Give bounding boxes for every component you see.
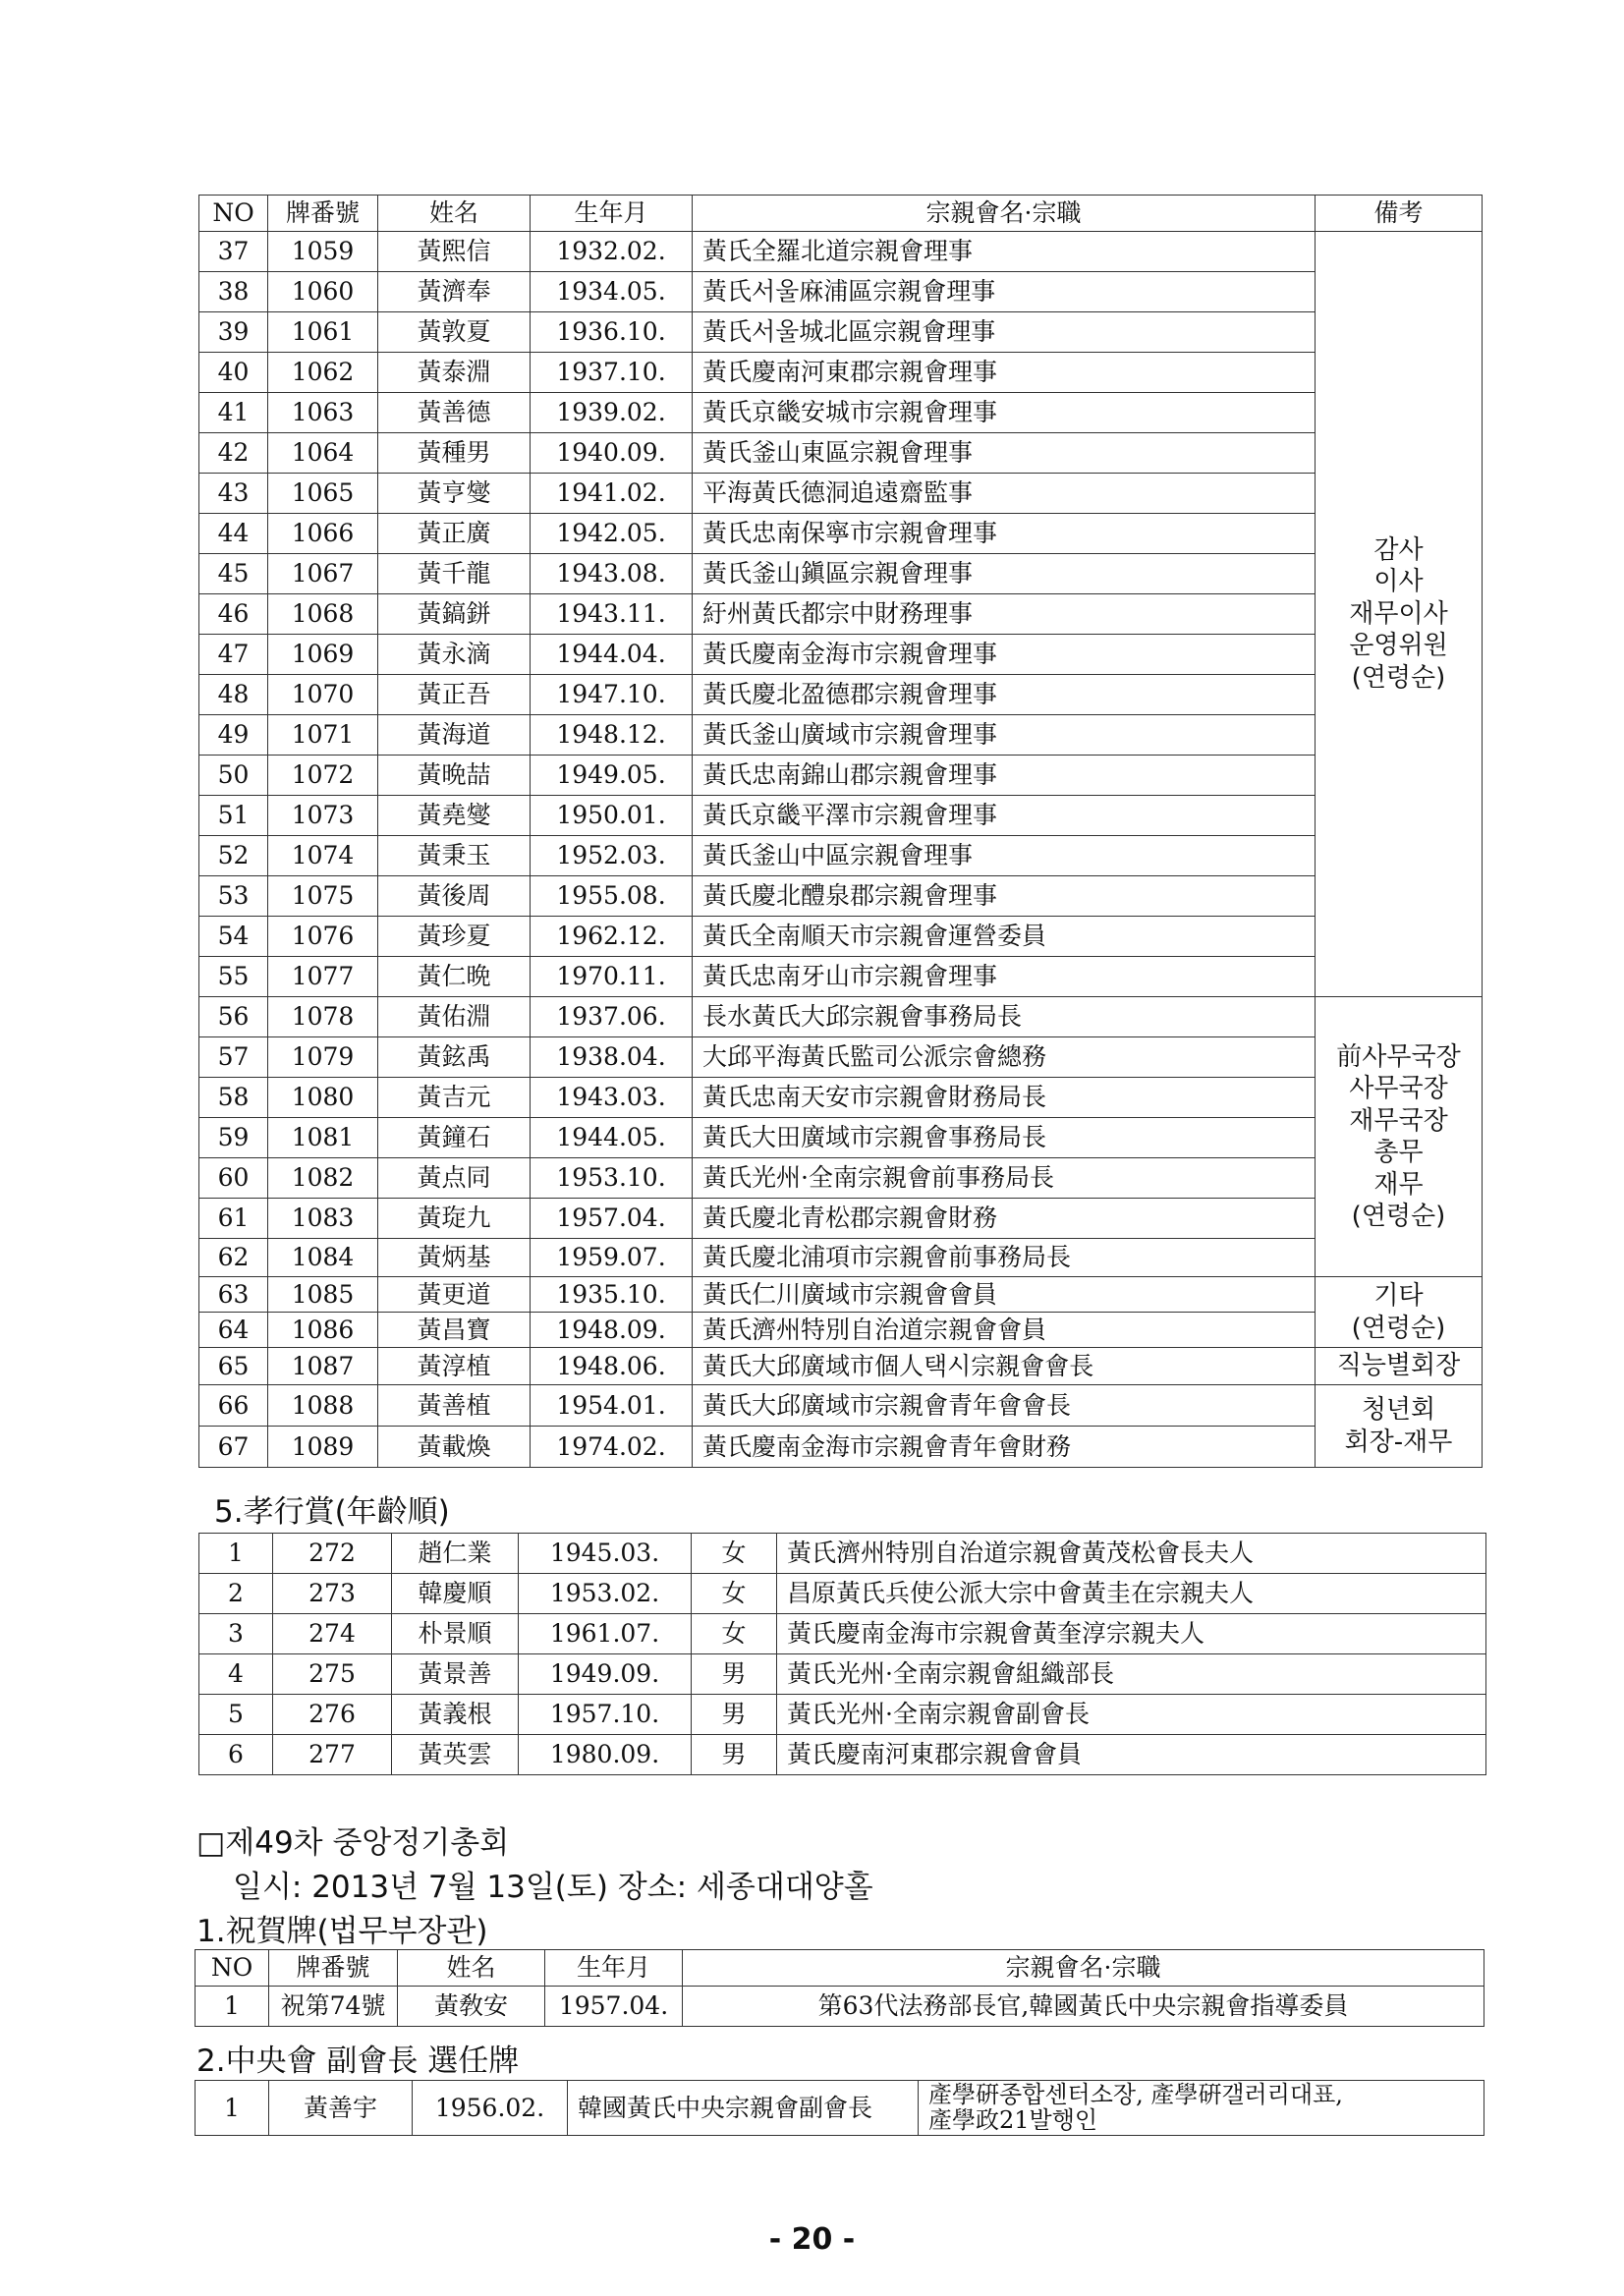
cell-plaque-number: 1059 — [268, 232, 378, 272]
cell-clan-role: 黃氏忠南牙山市宗親會理事 — [693, 957, 1316, 997]
cell-plaque-number: 1066 — [268, 514, 378, 554]
cell-plaque-number: 1074 — [268, 836, 378, 876]
cell-gender: 女 — [692, 1614, 777, 1654]
cell-name: 黃正廣 — [378, 514, 531, 554]
cell-birth: 1955.08. — [531, 876, 693, 917]
cell-plaque-number: 1072 — [268, 756, 378, 796]
cell-name: 黃載煥 — [378, 1427, 531, 1468]
cell-birth: 1943.11. — [531, 594, 693, 635]
cell-no: 51 — [199, 796, 268, 836]
cell-birth: 1957.04. — [545, 1987, 683, 2027]
cell-birth: 1932.02. — [531, 232, 693, 272]
header-plaque-number: 牌番號 — [269, 1950, 398, 1987]
table-header-row — [199, 196, 1483, 232]
cell-no: 41 — [199, 393, 268, 433]
cell-name: 黃仁晩 — [378, 957, 531, 997]
cell-no: 47 — [199, 635, 268, 675]
cell-gender: 女 — [692, 1534, 777, 1574]
cell-birth: 1936.10. — [531, 312, 693, 353]
cell-name: 黃種男 — [378, 433, 531, 474]
cell-birth: 1949.05. — [531, 756, 693, 796]
cell-gender: 男 — [692, 1654, 777, 1695]
cell-no: 57 — [199, 1037, 268, 1078]
cell-birth: 1957.04. — [531, 1199, 693, 1239]
cell-no: 45 — [199, 554, 268, 594]
table-row — [196, 2081, 1484, 2136]
cell-clan-role: 黃氏서울麻浦區宗親會理事 — [693, 272, 1316, 312]
cell-birth: 1950.01. — [531, 796, 693, 836]
section-title-filial-award: 5.孝行賞(年齡順) — [214, 1494, 450, 1530]
table-row — [199, 1614, 1486, 1654]
cell-clan-role: 黃氏大田廣域市宗親會事務局長 — [693, 1118, 1316, 1158]
cell-clan-role: 黃氏慶北醴泉郡宗親會理事 — [693, 876, 1316, 917]
cell-clan-role: 黃氏釜山東區宗親會理事 — [693, 433, 1316, 474]
cell-birth: 1937.10. — [531, 353, 693, 393]
cell-name: 黃更道 — [378, 1277, 531, 1313]
header-clan-role: 宗親會名·宗職 — [693, 196, 1316, 232]
cell-plaque-number: 1078 — [268, 997, 378, 1037]
cell-name: 黃海道 — [378, 715, 531, 756]
cell-birth: 1935.10. — [531, 1277, 693, 1313]
cell-clan-role: 黃氏京畿平澤市宗親會理事 — [693, 796, 1316, 836]
cell-no: 38 — [199, 272, 268, 312]
cell-plaque-number: 277 — [273, 1735, 392, 1775]
cell-birth: 1952.03. — [531, 836, 693, 876]
cell-birth: 1959.07. — [531, 1239, 693, 1277]
cell-no: 37 — [199, 232, 268, 272]
cell-name: 黃鎬鉼 — [378, 594, 531, 635]
cell-remarks: 감사 이사 재무이사 운영위원 (연령순) — [1316, 232, 1483, 997]
table-row — [199, 1037, 1483, 1078]
cell-name: 黃敎安 — [398, 1987, 545, 2027]
cell-clan-role: 平海黃氏德洞追遠齋監事 — [693, 474, 1316, 514]
cell-clan-role: 黃氏仁川廣域市宗親會會員 — [693, 1277, 1316, 1313]
cell-clan-role: 黃氏大邱廣域市宗親會青年會會長 — [693, 1385, 1316, 1427]
cell-birth: 1957.10. — [519, 1695, 692, 1735]
cell-name: 黃善植 — [378, 1385, 531, 1427]
cell-clan-role: 黃氏光州·全南宗親會前事務局長 — [693, 1158, 1316, 1199]
cell-no: 48 — [199, 675, 268, 715]
cell-birth: 1941.02. — [531, 474, 693, 514]
cell-name: 黃濟奉 — [378, 272, 531, 312]
cell-no: 58 — [199, 1078, 268, 1118]
table-row — [199, 1158, 1483, 1199]
cell-name: 黃英雲 — [392, 1735, 519, 1775]
cell-birth: 1970.11. — [531, 957, 693, 997]
table-row — [199, 1239, 1483, 1277]
cell-plaque-number: 1082 — [268, 1158, 378, 1199]
cell-clan-role: 黃氏慶南河東郡宗親會會員 — [777, 1735, 1486, 1775]
cell-name: 黃珍夏 — [378, 917, 531, 957]
cell-plaque-number: 1080 — [268, 1078, 378, 1118]
table-row — [199, 514, 1483, 554]
header-birth: 生年月 — [531, 196, 693, 232]
table-row — [199, 675, 1483, 715]
cell-no: 50 — [199, 756, 268, 796]
cell-no: 2 — [199, 1574, 273, 1614]
cell-no: 53 — [199, 876, 268, 917]
cell-clan-role: 黃氏慶北盈德郡宗親會理事 — [693, 675, 1316, 715]
cell-plaque-number: 1064 — [268, 433, 378, 474]
cell-birth: 1947.10. — [531, 675, 693, 715]
cell-clan-role: 黃氏忠南天安市宗親會財務局長 — [693, 1078, 1316, 1118]
cell-birth: 1943.03. — [531, 1078, 693, 1118]
table-row — [199, 1654, 1486, 1695]
table-row — [199, 836, 1483, 876]
header-no: NO — [199, 196, 268, 232]
table-row — [199, 1078, 1483, 1118]
table-row — [196, 1987, 1484, 2027]
cell-clan-role: 黃氏慶北青松郡宗親會財務 — [693, 1199, 1316, 1239]
cell-clan-role: 黃氏大邱廣域市個人택시宗親會會長 — [693, 1348, 1316, 1385]
cell-remarks: 前사무국장 사무국장 재무국장 총무 재무 (연령순) — [1316, 997, 1483, 1277]
cell-clan-role: 黃氏忠南錦山郡宗親會理事 — [693, 756, 1316, 796]
cell-no: 54 — [199, 917, 268, 957]
cell-no: 62 — [199, 1239, 268, 1277]
cell-birth: 1945.03. — [519, 1534, 692, 1574]
cell-no: 6 — [199, 1735, 273, 1775]
header-name: 姓名 — [378, 196, 531, 232]
cell-no: 40 — [199, 353, 268, 393]
cell-no: 64 — [199, 1313, 268, 1348]
congratulation-table — [195, 1949, 1484, 2027]
cell-no: 66 — [199, 1385, 268, 1427]
cell-no: 56 — [199, 997, 268, 1037]
cell-plaque-number: 1086 — [268, 1313, 378, 1348]
cell-name: 黃善宇 — [269, 2081, 413, 2136]
table-row — [199, 997, 1483, 1037]
cell-birth: 1944.05. — [531, 1118, 693, 1158]
cell-clan-role: 黃氏慶南金海市宗親會黃奎淳宗親夫人 — [777, 1614, 1486, 1654]
cell-clan-role: 黃氏京畿安城市宗親會理事 — [693, 393, 1316, 433]
cell-plaque-number: 1084 — [268, 1239, 378, 1277]
cell-name: 黃千龍 — [378, 554, 531, 594]
cell-name: 黃永滴 — [378, 635, 531, 675]
cell-birth: 1953.10. — [531, 1158, 693, 1199]
table-row — [199, 312, 1483, 353]
cell-clan-role: 黃氏釜山鎭區宗親會理事 — [693, 554, 1316, 594]
table-row — [199, 232, 1483, 272]
table-row — [199, 1118, 1483, 1158]
cell-clan-role: 長水黃氏大邱宗親會事務局長 — [693, 997, 1316, 1037]
cell-name: 黃義根 — [392, 1695, 519, 1735]
cell-plaque-number: 1088 — [268, 1385, 378, 1427]
table-row — [199, 1313, 1483, 1348]
cell-no: 52 — [199, 836, 268, 876]
cell-plaque-number: 1063 — [268, 393, 378, 433]
cell-name: 黃佑淵 — [378, 997, 531, 1037]
cell-name: 黃敦夏 — [378, 312, 531, 353]
table-row — [199, 1199, 1483, 1239]
cell-name: 黃景善 — [392, 1654, 519, 1695]
cell-birth: 1974.02. — [531, 1427, 693, 1468]
cell-note — [919, 2081, 1484, 2136]
cell-no: 3 — [199, 1614, 273, 1654]
cell-clan-role: 黃氏慶北浦項市宗親會前事務局長 — [693, 1239, 1316, 1277]
header-clan-role: 宗親會名·宗職 — [683, 1950, 1484, 1987]
cell-plaque-number: 1061 — [268, 312, 378, 353]
cell-birth: 1948.12. — [531, 715, 693, 756]
cell-clan-role: 黃氏忠南保寧市宗親會理事 — [693, 514, 1316, 554]
cell-no: 67 — [199, 1427, 268, 1468]
cell-birth: 1954.01. — [531, 1385, 693, 1427]
cell-birth: 1948.09. — [531, 1313, 693, 1348]
cell-plaque-number: 276 — [273, 1695, 392, 1735]
cell-birth: 1944.04. — [531, 635, 693, 675]
cell-birth: 1948.06. — [531, 1348, 693, 1385]
cell-plaque-number: 1077 — [268, 957, 378, 997]
cell-name: 黃淳植 — [378, 1348, 531, 1385]
table-row — [199, 876, 1483, 917]
cell-birth: 1943.08. — [531, 554, 693, 594]
cell-name: 黃善德 — [378, 393, 531, 433]
cell-no: 43 — [199, 474, 268, 514]
table-row — [199, 1574, 1486, 1614]
cell-no: 46 — [199, 594, 268, 635]
cell-clan-role: 昌原黃氏兵使公派大宗中會黃圭在宗親夫人 — [777, 1574, 1486, 1614]
cell-no: 59 — [199, 1118, 268, 1158]
header-plaque-number: 牌番號 — [268, 196, 378, 232]
cell-no: 63 — [199, 1277, 268, 1313]
cell-name: 黃堯燮 — [378, 796, 531, 836]
cell-plaque-number: 祝第74號 — [269, 1987, 398, 2027]
cell-birth: 1938.04. — [531, 1037, 693, 1078]
cell-birth: 1961.07. — [519, 1614, 692, 1654]
header-name: 姓名 — [398, 1950, 545, 1987]
cell-birth: 1937.06. — [531, 997, 693, 1037]
cell-plaque-number: 272 — [273, 1534, 392, 1574]
cell-plaque-number: 1071 — [268, 715, 378, 756]
cell-clan-role: 黃氏全羅北道宗親會理事 — [693, 232, 1316, 272]
cell-no: 42 — [199, 433, 268, 474]
cell-no: 1 — [199, 1534, 273, 1574]
cell-no: 5 — [199, 1695, 273, 1735]
cell-plaque-number: 1087 — [268, 1348, 378, 1385]
table-row — [199, 1385, 1483, 1427]
cell-birth: 1934.05. — [531, 272, 693, 312]
cell-name: 黃後周 — [378, 876, 531, 917]
cell-no: 65 — [199, 1348, 268, 1385]
cell-name: 黃正吾 — [378, 675, 531, 715]
header-remarks: 備考 — [1316, 196, 1483, 232]
cell-clan-role: 黃氏光州·全南宗親會組織部長 — [777, 1654, 1486, 1695]
cell-name: 黃亨燮 — [378, 474, 531, 514]
cell-clan-role: 黃氏慶南金海市宗親會理事 — [693, 635, 1316, 675]
cell-name: 黃炳基 — [378, 1239, 531, 1277]
table-row — [199, 474, 1483, 514]
cell-no: 1 — [196, 1987, 269, 2027]
section-title-congratulation-plaque: 1.祝賀牌(법무부장관) — [196, 1914, 488, 1949]
cell-plaque-number: 1070 — [268, 675, 378, 715]
table-row — [199, 353, 1483, 393]
cell-gender: 女 — [692, 1574, 777, 1614]
table-row — [199, 433, 1483, 474]
cell-name: 黃晩喆 — [378, 756, 531, 796]
cell-plaque-number: 275 — [273, 1654, 392, 1695]
cell-plaque-number: 1060 — [268, 272, 378, 312]
table-row — [199, 756, 1483, 796]
note-line-2: 產學政21발행인 — [928, 2105, 1098, 2134]
cell-plaque-number: 1089 — [268, 1427, 378, 1468]
cell-plaque-number: 1081 — [268, 1118, 378, 1158]
cell-clan-role: 第63代法務部長官,韓國黃氏中央宗親會指導委員 — [683, 1987, 1484, 2027]
table-row — [199, 796, 1483, 836]
filial-award-table — [198, 1533, 1486, 1775]
table-row — [199, 1348, 1483, 1385]
cell-no: 39 — [199, 312, 268, 353]
meeting-info: 일시: 2013년 7월 13일(토) 장소: 세종대대양홀 — [233, 1870, 873, 1905]
cell-plaque-number: 1085 — [268, 1277, 378, 1313]
cell-name: 黃鉉禹 — [378, 1037, 531, 1078]
cell-clan-role: 黃氏慶南金海市宗親會青年會財務 — [693, 1427, 1316, 1468]
cell-name: 趙仁業 — [392, 1534, 519, 1574]
cell-clan-role: 韓國黃氏中央宗親會副會長 — [568, 2081, 919, 2136]
cell-plaque-number: 1075 — [268, 876, 378, 917]
cell-remarks: 직능별회장 — [1316, 1348, 1483, 1385]
table-row — [199, 272, 1483, 312]
cell-plaque-number: 1079 — [268, 1037, 378, 1078]
header-no: NO — [196, 1950, 269, 1987]
cell-name: 黃泰淵 — [378, 353, 531, 393]
cell-birth: 1980.09. — [519, 1735, 692, 1775]
member-table — [198, 195, 1483, 1468]
cell-clan-role: 黃氏서울城北區宗親會理事 — [693, 312, 1316, 353]
page-number: - 20 - — [768, 2222, 856, 2257]
table-row — [199, 715, 1483, 756]
cell-plaque-number: 1076 — [268, 917, 378, 957]
cell-no: 60 — [199, 1158, 268, 1199]
cell-clan-role: 黃氏光州·全南宗親會副會長 — [777, 1695, 1486, 1735]
cell-name: 黃熙信 — [378, 232, 531, 272]
cell-birth: 1949.09. — [519, 1654, 692, 1695]
table-row — [199, 554, 1483, 594]
table-row — [199, 594, 1483, 635]
cell-birth: 1939.02. — [531, 393, 693, 433]
table-row — [199, 635, 1483, 675]
cell-name: 黃点同 — [378, 1158, 531, 1199]
cell-clan-role: 紆州黃氏都宗中財務理事 — [693, 594, 1316, 635]
cell-clan-role: 黃氏濟州特別自治道宗親會會員 — [693, 1313, 1316, 1348]
note-line-1: 產學硏종합센터소장, 產學硏갤러리대표, — [928, 2081, 1343, 2109]
table-header-row — [196, 1950, 1484, 1987]
cell-name: 黃吉元 — [378, 1078, 531, 1118]
cell-plaque-number: 274 — [273, 1614, 392, 1654]
cell-no: 55 — [199, 957, 268, 997]
vice-president-table — [195, 2080, 1484, 2136]
header-birth: 生年月 — [545, 1950, 683, 1987]
cell-plaque-number: 1073 — [268, 796, 378, 836]
cell-clan-role: 黃氏釜山廣域市宗親會理事 — [693, 715, 1316, 756]
cell-clan-role: 黃氏濟州特別自治道宗親會黃茂松會長夫人 — [777, 1534, 1486, 1574]
cell-no: 4 — [199, 1654, 273, 1695]
cell-gender: 男 — [692, 1695, 777, 1735]
cell-no: 61 — [199, 1199, 268, 1239]
meeting-title: □제49차 중앙정기총회 — [196, 1825, 510, 1861]
cell-name: 黃秉玉 — [378, 836, 531, 876]
cell-birth: 1940.09. — [531, 433, 693, 474]
cell-gender: 男 — [692, 1735, 777, 1775]
cell-plaque-number: 273 — [273, 1574, 392, 1614]
table-row — [199, 1735, 1486, 1775]
cell-remarks: 기타 (연령순) — [1316, 1277, 1483, 1348]
cell-name: 韓慶順 — [392, 1574, 519, 1614]
cell-name: 朴景順 — [392, 1614, 519, 1654]
table-row — [199, 957, 1483, 997]
cell-birth: 1962.12. — [531, 917, 693, 957]
cell-birth: 1953.02. — [519, 1574, 692, 1614]
cell-no: 1 — [196, 2081, 269, 2136]
table-row — [199, 1427, 1483, 1468]
cell-clan-role: 黃氏慶南河東郡宗親會理事 — [693, 353, 1316, 393]
cell-name: 黃琁九 — [378, 1199, 531, 1239]
cell-plaque-number: 1083 — [268, 1199, 378, 1239]
cell-plaque-number: 1068 — [268, 594, 378, 635]
table-row — [199, 1534, 1486, 1574]
table-row — [199, 917, 1483, 957]
table-row — [199, 1277, 1483, 1313]
cell-clan-role: 大邱平海黃氏監司公派宗會總務 — [693, 1037, 1316, 1078]
cell-no: 49 — [199, 715, 268, 756]
cell-clan-role: 黃氏全南順天市宗親會運營委員 — [693, 917, 1316, 957]
cell-plaque-number: 1062 — [268, 353, 378, 393]
cell-plaque-number: 1065 — [268, 474, 378, 514]
cell-name: 黃昌寶 — [378, 1313, 531, 1348]
table-row — [199, 393, 1483, 433]
cell-plaque-number: 1067 — [268, 554, 378, 594]
cell-no: 44 — [199, 514, 268, 554]
cell-remarks: 청년회 회장-재무 — [1316, 1385, 1483, 1468]
cell-name: 黃鐘石 — [378, 1118, 531, 1158]
cell-birth: 1942.05. — [531, 514, 693, 554]
cell-birth: 1956.02. — [413, 2081, 568, 2136]
section-title-vice-president-plaque: 2.中央會 副會長 選任牌 — [196, 2044, 520, 2079]
cell-plaque-number: 1069 — [268, 635, 378, 675]
cell-clan-role: 黃氏釜山中區宗親會理事 — [693, 836, 1316, 876]
table-row — [199, 1695, 1486, 1735]
